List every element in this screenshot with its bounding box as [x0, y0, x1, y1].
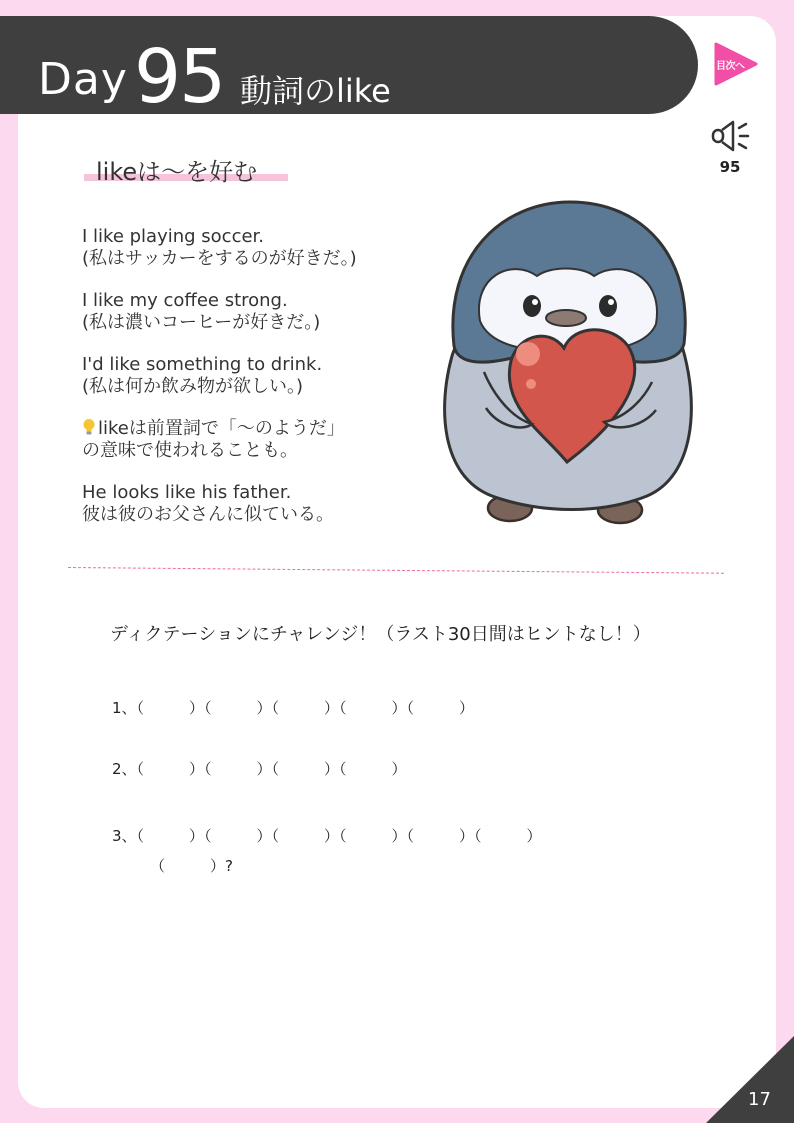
page-number: 17: [748, 1089, 771, 1110]
example-item: [82, 290, 442, 334]
example-item: [82, 226, 442, 270]
note-line-2: の意味で使われることも。: [82, 440, 298, 461]
penguin-heart-illustration: [432, 196, 702, 531]
dictation-heading: ディクテーションにチャレンジ！（ラスト30日間はヒントなし！）: [110, 624, 651, 645]
example-ja: 彼は彼のお父さんに似ている。: [82, 504, 334, 525]
dictation-question-1: 1、（ ）（ ）（ ）（ ）（ ）: [112, 699, 475, 717]
lesson-title: 動詞のlike: [240, 72, 391, 110]
day-label: Day: [38, 54, 128, 105]
lesson-header: [0, 16, 698, 120]
example-list: [82, 226, 442, 546]
dictation-question-3-cont: （ ）?: [150, 857, 233, 875]
example-ja: (私はサッカーをするのが好きだ。): [82, 248, 357, 269]
dictation-question-2: 2、（ ）（ ）（ ）（ ）: [112, 760, 407, 778]
example-en: He looks like his father.: [82, 482, 292, 503]
audio-button[interactable]: [708, 118, 756, 178]
day-number: 95: [134, 34, 225, 120]
example-en: I like my coffee strong.: [82, 290, 288, 311]
usage-note: [82, 418, 442, 462]
lightbulb-icon: [82, 418, 96, 436]
example-item: [82, 482, 442, 526]
speaker-icon: [709, 118, 755, 154]
example-en: I'd like something to drink.: [82, 354, 323, 375]
toc-label: 目次へ: [716, 61, 745, 72]
section-subtitle: likeは～を好む: [96, 158, 258, 186]
dictation-question-3: 3、（ ）（ ）（ ）（ ）（ ）（ ）: [112, 827, 542, 845]
toc-button[interactable]: [712, 42, 758, 86]
example-ja: (私は濃いコーヒーが好きだ。): [82, 312, 321, 333]
note-line-1: likeは前置詞で「～のようだ」: [98, 418, 345, 439]
example-ja: (私は何か飲み物が欲しい。): [82, 376, 304, 397]
example-item: [82, 354, 442, 398]
example-en: I like playing soccer.: [82, 226, 265, 247]
audio-track-number: 95: [719, 158, 741, 176]
